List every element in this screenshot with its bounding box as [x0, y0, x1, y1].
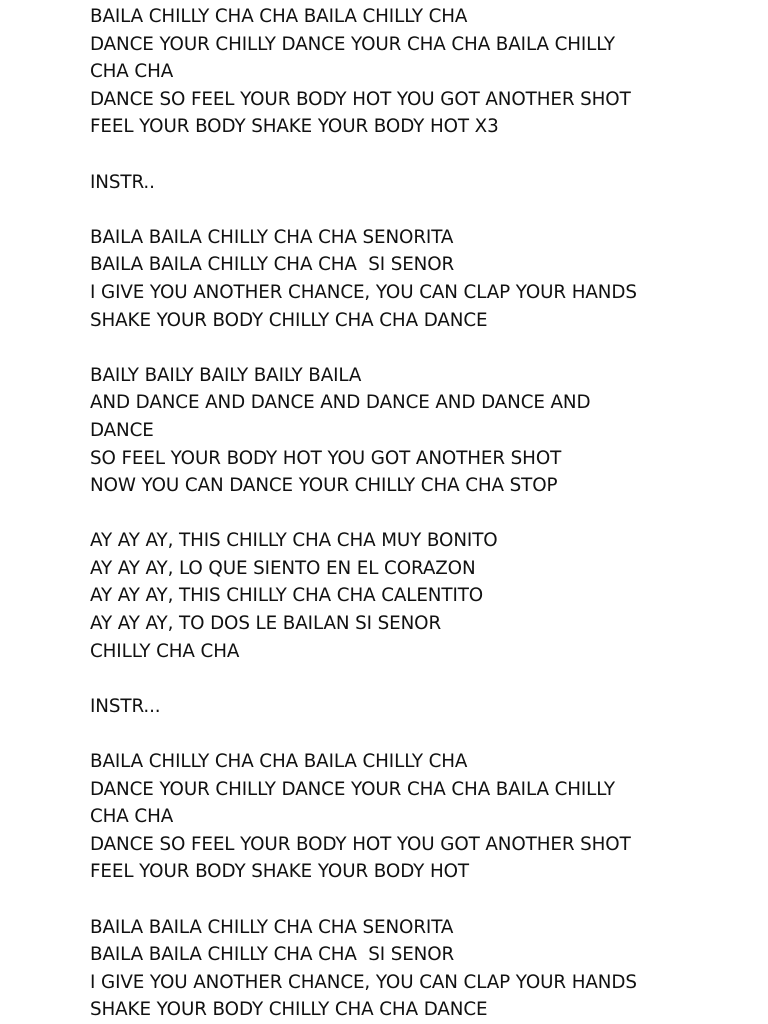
lyric-line: DANCE YOUR CHILLY DANCE YOUR CHA CHA BAILA CHILLY	[90, 778, 615, 800]
lyric-line: BAILA CHILLY CHA CHA BAILA CHILLY CHA	[90, 6, 468, 27]
lyric-line: SO FEEL YOUR BODY HOT YOU GOT ANOTHER SHOT	[90, 447, 562, 469]
lyric-line: I GIVE YOU ANOTHER CHANCE, YOU CAN CLAP YOUR HANDS	[90, 281, 637, 303]
lyric-line: BAILA CHILLY CHA CHA BAILA CHILLY CHA	[90, 751, 468, 773]
lyric-line: DANCE YOUR CHILLY DANCE YOUR CHA CHA BAILA CHILLY	[90, 33, 615, 55]
lyric-line: DANCE SO FEEL YOUR BODY HOT YOU GOT ANOTHER SHOT	[90, 88, 631, 110]
lyric-line: CHA CHA	[90, 61, 174, 83]
lyric-line: BAILA BAILA CHILLY CHA CHA SENORITA	[90, 226, 454, 248]
lyric-line: DANCE SO FEEL YOUR BODY HOT YOU GOT ANOTHER SHOT	[90, 833, 631, 855]
lyric-line: AND DANCE AND DANCE AND DANCE AND DANCE AND	[90, 392, 591, 414]
lyric-line: FEEL YOUR BODY SHAKE YOUR BODY HOT X3	[90, 116, 499, 138]
blank-line	[90, 720, 768, 748]
lyric-line: SHAKE YOUR BODY CHILLY CHA CHA DANCE	[90, 309, 488, 331]
lyric-line: BAILA BAILA CHILLY CHA CHA SENORITA	[90, 916, 454, 938]
lyric-line: SHAKE YOUR BODY CHILLY CHA CHA DANCE	[90, 999, 488, 1021]
blank-line	[90, 334, 768, 362]
lyric-line: INSTR...	[90, 695, 161, 717]
lyric-line: AY AY AY, LO QUE SIENTO EN EL CORAZON	[90, 557, 476, 579]
blank-line	[90, 665, 768, 693]
lyric-line: BAILY BAILY BAILY BAILY BAILA	[90, 364, 362, 386]
lyric-line: AY AY AY, THIS CHILLY CHA CHA MUY BONITO	[90, 530, 498, 552]
lyric-line: NOW YOU CAN DANCE YOUR CHILLY CHA CHA STOP	[90, 475, 558, 497]
lyric-line: BAILA BAILA CHILLY CHA CHA SI SENOR	[90, 944, 455, 966]
blank-line	[90, 141, 768, 169]
blank-line	[90, 500, 768, 528]
blank-line	[90, 886, 768, 914]
lyric-line: FEEL YOUR BODY SHAKE YOUR BODY HOT	[90, 861, 469, 883]
lyric-line: BAILA BAILA CHILLY CHA CHA SI SENOR	[90, 254, 455, 276]
lyric-line: CHILLY CHA CHA	[90, 640, 240, 662]
lyric-line: I GIVE YOU ANOTHER CHANCE, YOU CAN CLAP YOUR HANDS	[90, 971, 637, 993]
blank-line	[90, 196, 768, 224]
lyric-line: CHA CHA	[90, 806, 174, 828]
lyric-line: AY AY AY, TO DOS LE BAILAN SI SENOR	[90, 613, 442, 635]
lyric-line: DANCE	[90, 419, 154, 441]
lyric-line: AY AY AY, THIS CHILLY CHA CHA CALENTITO	[90, 585, 484, 607]
lyric-line: INSTR..	[90, 171, 155, 193]
